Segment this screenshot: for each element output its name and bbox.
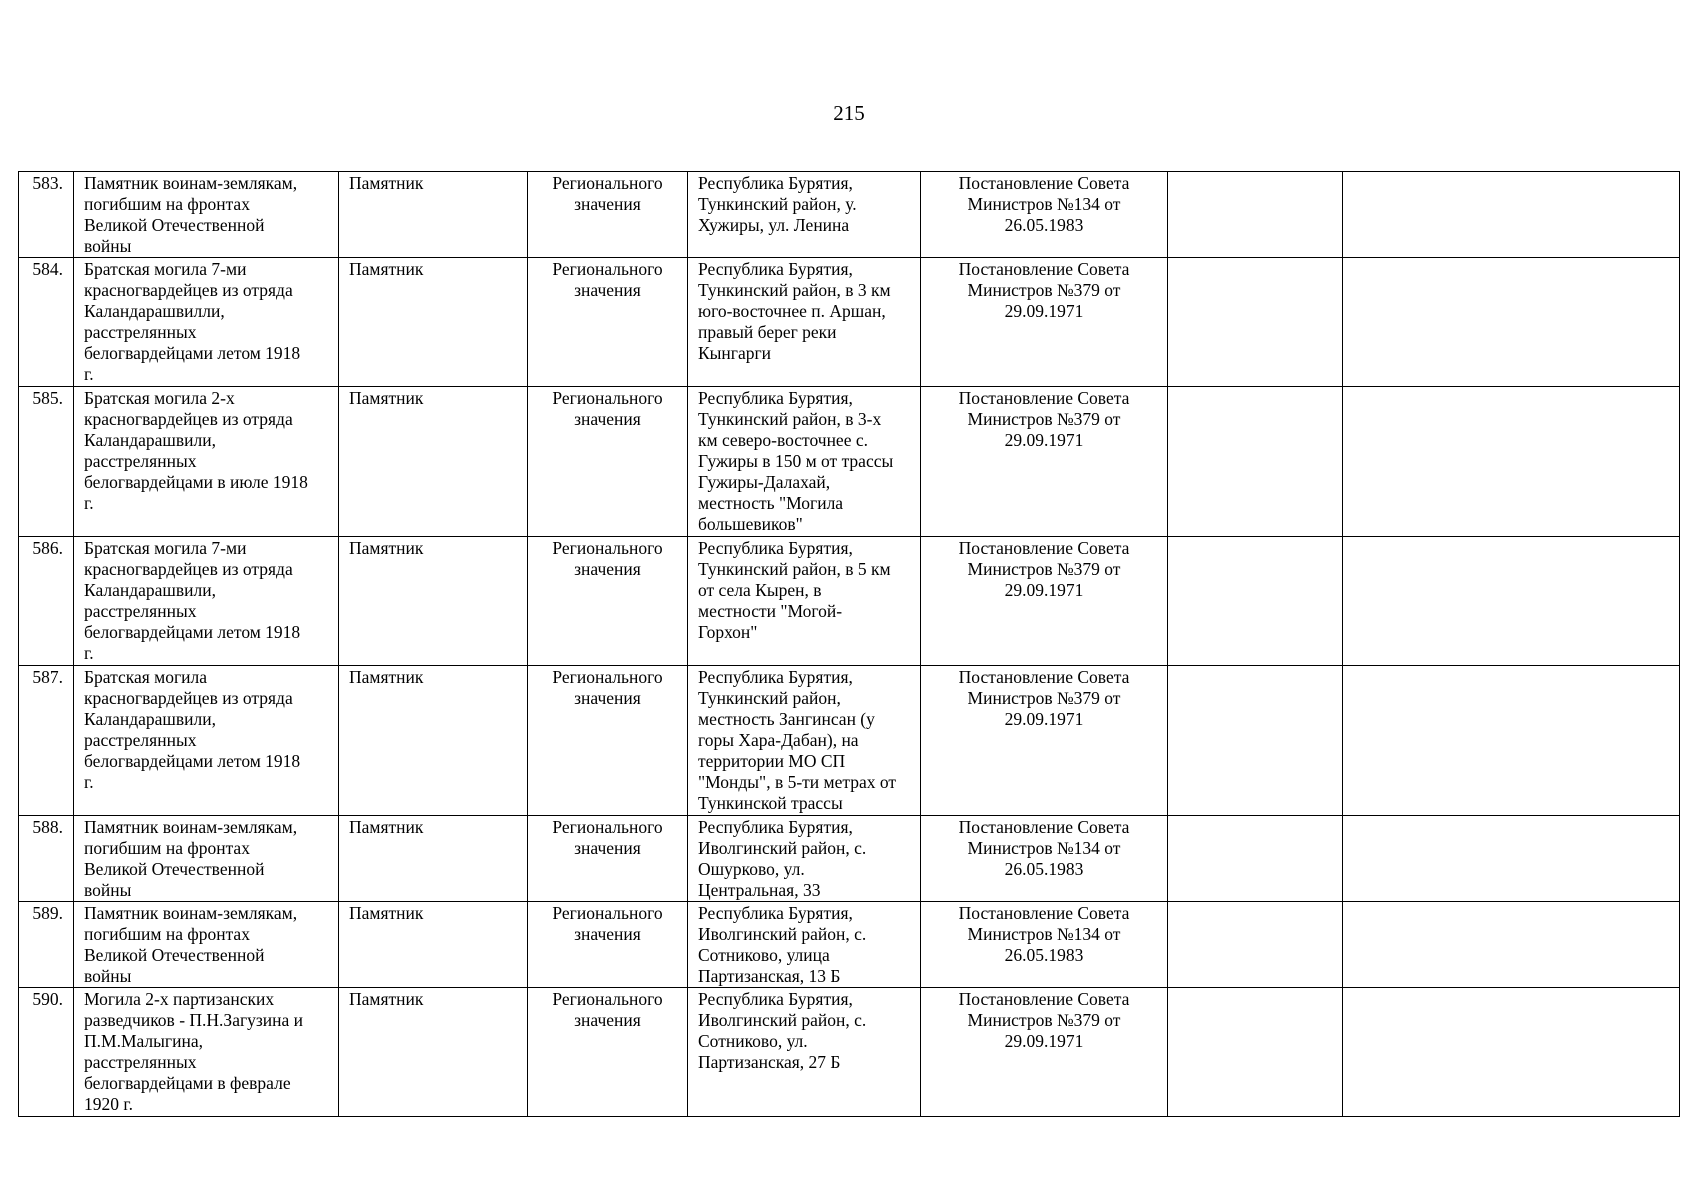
row-number-cell: 586. bbox=[19, 537, 74, 666]
empty-cell bbox=[1168, 666, 1343, 816]
category-cell: Регионального значения bbox=[528, 816, 688, 902]
address-cell: Республика Бурятия, Тункинский район, в 3-х км северо-восточнее с. Гужиры в 150 м от трассы Гужиры-Далахай, местность "Могила большевиков" bbox=[688, 387, 921, 537]
empty-cell bbox=[1168, 172, 1343, 258]
empty-cell bbox=[1168, 988, 1343, 1117]
address-cell: Республика Бурятия, Тункинский район, у. Хужиры, ул. Ленина bbox=[688, 172, 921, 258]
category-cell: Регионального значения bbox=[528, 387, 688, 537]
table-row bbox=[19, 816, 1680, 902]
empty-cell bbox=[1168, 387, 1343, 537]
category-cell: Регионального значения bbox=[528, 537, 688, 666]
address-cell: Республика Бурятия, Тункинский район, в 5 км от села Кырен, в местности "Могой- Горхон" bbox=[688, 537, 921, 666]
object-name-cell: Братская могила 7-ми красногвардейцев из отряда Каландарашвили, расстрелянных белогвардейцами летом 1918 г. bbox=[74, 537, 339, 666]
empty-cell bbox=[1343, 988, 1680, 1117]
object-type-cell: Памятник bbox=[339, 387, 528, 537]
row-number-cell: 590. bbox=[19, 988, 74, 1117]
document-cell: Постановление Совета Министров №379 от 29.09.1971 bbox=[921, 387, 1168, 537]
row-number-cell: 583. bbox=[19, 172, 74, 258]
document-cell: Постановление Совета Министров №379 от 29.09.1971 bbox=[921, 666, 1168, 816]
object-type-cell: Памятник bbox=[339, 666, 528, 816]
document-cell: Постановление Совета Министров №379 от 29.09.1971 bbox=[921, 258, 1168, 387]
empty-cell bbox=[1168, 816, 1343, 902]
page-number: 215 bbox=[833, 101, 865, 125]
table-row bbox=[19, 537, 1680, 666]
row-number-cell: 584. bbox=[19, 258, 74, 387]
object-name-cell: Братская могила 2-х красногвардейцев из отряда Каландарашвили, расстрелянных белогвардейцами в июле 1918 г. bbox=[74, 387, 339, 537]
object-name-cell: Памятник воинам-землякам, погибшим на фронтах Великой Отечественной войны bbox=[74, 902, 339, 988]
table-row bbox=[19, 902, 1680, 988]
table-body bbox=[19, 172, 1680, 1117]
table-row bbox=[19, 988, 1680, 1117]
row-number-cell: 585. bbox=[19, 387, 74, 537]
address-cell: Республика Бурятия, Иволгинский район, с. Сотниково, ул. Партизанская, 27 Б bbox=[688, 988, 921, 1117]
empty-cell bbox=[1343, 816, 1680, 902]
object-type-cell: Памятник bbox=[339, 172, 528, 258]
empty-cell bbox=[1343, 537, 1680, 666]
address-cell: Республика Бурятия, Иволгинский район, с. Ошурково, ул. Центральная, 33 bbox=[688, 816, 921, 902]
monuments-table bbox=[18, 171, 1680, 1117]
object-type-cell: Памятник bbox=[339, 258, 528, 387]
address-cell: Республика Бурятия, Тункинский район, в 3 км юго-восточнее п. Аршан, правый берег реки Кынгарги bbox=[688, 258, 921, 387]
table-row bbox=[19, 172, 1680, 258]
object-type-cell: Памятник bbox=[339, 537, 528, 666]
object-name-cell: Братская могила 7-ми красногвардейцев из отряда Каландарашвилли, расстрелянных белогвардейцами летом 1918 г. bbox=[74, 258, 339, 387]
object-name-cell: Братская могила красногвардейцев из отряда Каландарашвили, расстрелянных белогвардейцами летом 1918 г. bbox=[74, 666, 339, 816]
object-name-cell: Могила 2-х партизанских разведчиков - П.Н.Загузина и П.М.Малыгина, расстрелянных белогвардейцами в феврале 1920 г. bbox=[74, 988, 339, 1117]
category-cell: Регионального значения bbox=[528, 666, 688, 816]
empty-cell bbox=[1343, 902, 1680, 988]
table-row bbox=[19, 258, 1680, 387]
empty-cell bbox=[1343, 387, 1680, 537]
empty-cell bbox=[1343, 666, 1680, 816]
row-number-cell: 587. bbox=[19, 666, 74, 816]
empty-cell bbox=[1168, 537, 1343, 666]
category-cell: Регионального значения bbox=[528, 988, 688, 1117]
category-cell: Регионального значения bbox=[528, 258, 688, 387]
empty-cell bbox=[1343, 172, 1680, 258]
object-name-cell: Памятник воинам-землякам, погибшим на фронтах Великой Отечественной войны bbox=[74, 816, 339, 902]
address-cell: Республика Бурятия, Иволгинский район, с. Сотниково, улица Партизанская, 13 Б bbox=[688, 902, 921, 988]
document-cell: Постановление Совета Министров №134 от 26.05.1983 bbox=[921, 172, 1168, 258]
table-row bbox=[19, 666, 1680, 816]
address-cell: Республика Бурятия, Тункинский район, местность Зангинсан (у горы Хара-Дабан), на территории МО СП "Монды", в 5-ти метрах от Тункинской трассы bbox=[688, 666, 921, 816]
row-number-cell: 589. bbox=[19, 902, 74, 988]
document-cell: Постановление Совета Министров №379 от 29.09.1971 bbox=[921, 537, 1168, 666]
category-cell: Регионального значения bbox=[528, 902, 688, 988]
object-type-cell: Памятник bbox=[339, 902, 528, 988]
document-cell: Постановление Совета Министров №134 от 26.05.1983 bbox=[921, 816, 1168, 902]
table-row bbox=[19, 387, 1680, 537]
document-cell: Постановление Совета Министров №134 от 26.05.1983 bbox=[921, 902, 1168, 988]
empty-cell bbox=[1168, 258, 1343, 387]
empty-cell bbox=[1343, 258, 1680, 387]
object-type-cell: Памятник bbox=[339, 816, 528, 902]
category-cell: Регионального значения bbox=[528, 172, 688, 258]
object-type-cell: Памятник bbox=[339, 988, 528, 1117]
row-number-cell: 588. bbox=[19, 816, 74, 902]
document-cell: Постановление Совета Министров №379 от 29.09.1971 bbox=[921, 988, 1168, 1117]
empty-cell bbox=[1168, 902, 1343, 988]
object-name-cell: Памятник воинам-землякам, погибшим на фронтах Великой Отечественной войны bbox=[74, 172, 339, 258]
